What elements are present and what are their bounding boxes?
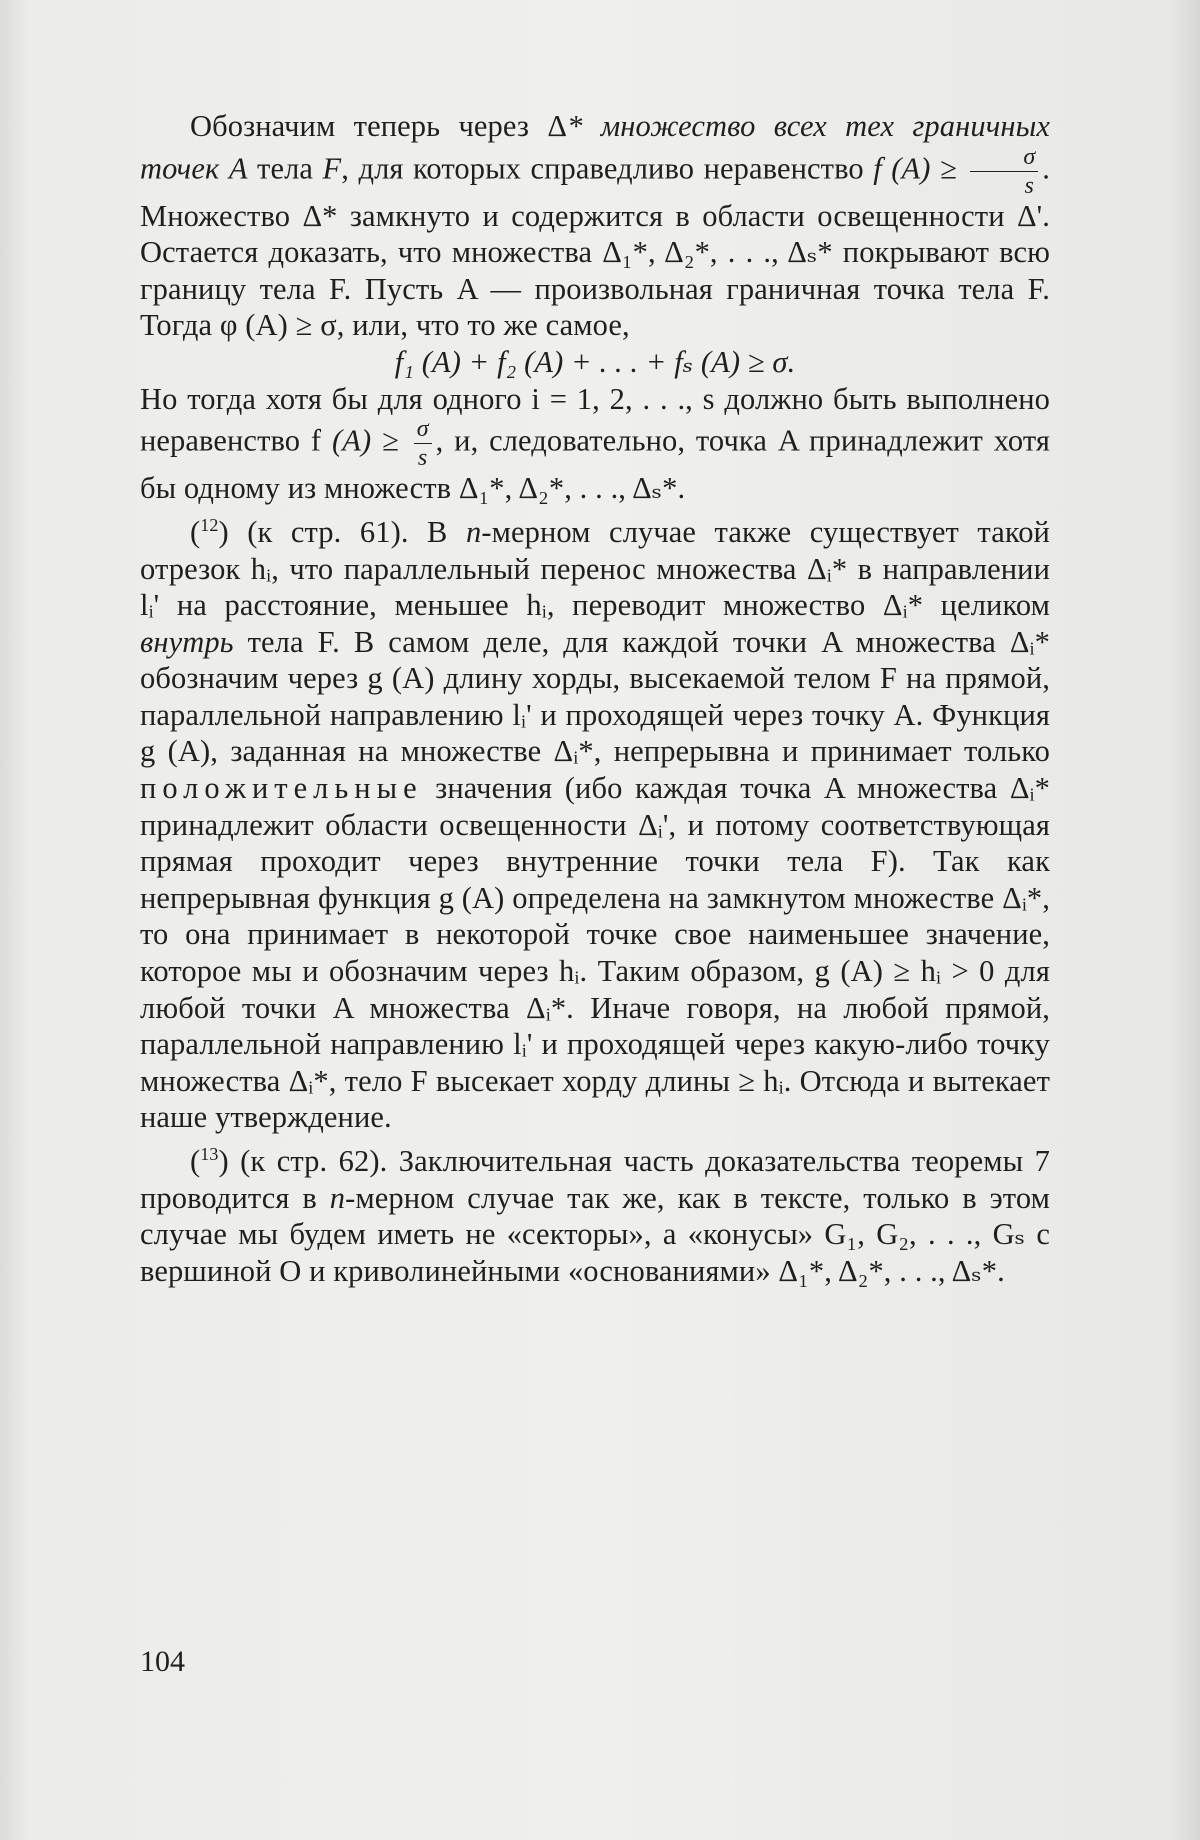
emphasis-inside: внутрь bbox=[140, 624, 234, 659]
page-text bbox=[140, 108, 1050, 1290]
fraction-sigma-over-s-2: $\frac{\sigma}{s}$ bbox=[414, 417, 432, 470]
footnote-12-number: 12 bbox=[200, 514, 219, 535]
footnote-13-number: 13 bbox=[200, 1144, 219, 1164]
formula-sum: f₁ (A) + f₂ (A) + . . . + fₛ (A) ≥ σ. bbox=[394, 344, 796, 379]
fraction-sigma-over-s: $\frac{\sigma}{s}$ bbox=[970, 145, 1038, 198]
paragraph-1: Обозначим теперь через Δ* множество всех тех граничных точек A тела F, для которых справедливо неравенство f (A) ≥ $\frac{\sigma}{s}$ . Множество Δ* замкнуто и содержится в области освещенности Δ'. Остается доказать, что множества Δ₁*, Δ₂*, . . ., Δₛ* покрывают всю границу тела F. Пусть A — произвольная граничная точка тела F. Тогда φ (A) ≥ σ, или, что то же самое, bbox=[140, 109, 1050, 343]
footnote-12: ($^{12}$) (к стр. 61). В n-мерном случае также существует такой отрезок hᵢ, что параллельный перенос множества Δᵢ* в направлении lᵢ' на расстояние, меньшее hᵢ, переводит множество Δᵢ* целиком внутрь тела F. В самом деле, для каждой точки A множества Δᵢ* обозначим через g (A) длину хорды, высекаемой телом F на прямой, параллельной направлению lᵢ' и проходящей через точку A. Функция g (A), заданная на множестве Δᵢ*, непрерывна и принимает только положительные значения (ибо каждая точка A множества Δᵢ* принадлежит области освещенности Δᵢ', и потому соответствующая прямая проходит через внутренние точки тела F). Так как непрерывная функция g (A) определена на замкнутом множестве Δᵢ*, то она принимает в некоторой точке свое наименьшее значение, которое мы и обозначим через hᵢ. Таким образом, g (A) ≥ hᵢ > 0 для любой точки A множества Δᵢ*. Иначе говоря, на любой прямой, параллельной направлению lᵢ' и проходящей через какую-либо точку множества Δᵢ*, тело F высекает хорду длины ≥ hᵢ. Отсюда и вытекает наше утверждение. bbox=[140, 514, 1050, 1135]
footnote-13: ($^{13}$) (к стр. 62). Заключительная часть доказательства теоремы 7 проводится в n-мерном случае так же, как в тексте, только в этом случае мы будем иметь не «секторы», а «конусы» G₁, G₂, . . ., Gₛ с вершиной O и криволинейными «основаниями» Δ₁*, Δ₂*, . . ., Δₛ*. bbox=[140, 1144, 1050, 1288]
page-number: 104 bbox=[140, 1645, 185, 1678]
spaced-positive: положительные bbox=[140, 771, 423, 806]
paragraph-2: Но тогда хотя бы для одного i = 1, 2, . . ., s должно быть выполнено неравенство f (A) ≥ $\frac{\sigma}{s}$ , и, следовательно, точка A принадлежит хотя бы одному из множеств Δ₁*, Δ₂*, . . ., Δₛ*. bbox=[140, 381, 1050, 506]
